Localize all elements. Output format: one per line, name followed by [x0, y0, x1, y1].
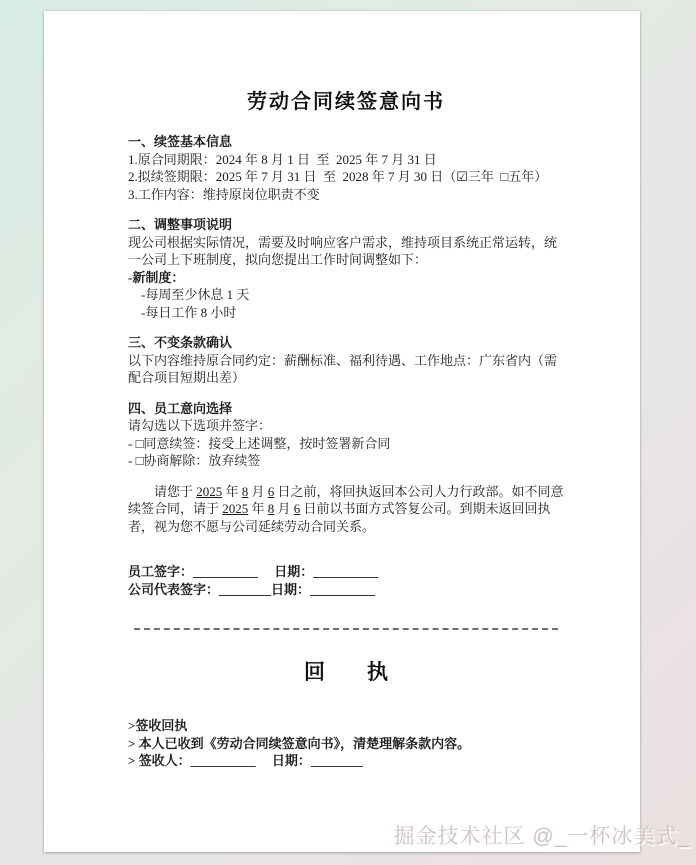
policy-item: -每日工作 8 小时 — [141, 304, 237, 320]
section2-heading: 二、调整事项说明 — [128, 217, 233, 232]
notice-text: 请您于 — [154, 483, 197, 499]
notice-text: 月 — [248, 483, 268, 499]
notice-deadline-day: 6 — [267, 483, 275, 499]
notice-text: 年 — [222, 483, 242, 499]
receipt-title: 回 执 — [304, 661, 388, 684]
section-employee-choice — [128, 400, 564, 470]
unchanged-terms-body: 以下内容维持原合同约定：薪酬标准、福利待遇、工作地点：广东省内（需配合项目短期出差） — [128, 352, 558, 385]
receipt-heading-line: >签收回执 — [128, 718, 188, 733]
section-basic-info — [128, 133, 564, 203]
document-page — [44, 11, 640, 852]
notice-text: 日之前，将回执返回本公司人力行政部。如不同意续签合同，请于 — [128, 483, 564, 516]
notice-reply-day: 6 — [293, 501, 301, 516]
work-content: 3.工作内容：维持原岗位职责不变 — [128, 186, 320, 202]
renewal-term-with-checkboxes: 2.拟续签期限：2025 年 7 月 31 日 至 2028 年 7 月 30 日（☑三年 □五年） — [128, 169, 548, 184]
cut-line-divider — [134, 628, 558, 630]
adjustment-body: 现公司根据实际情况，需要及时响应客户需求，维持项目系统正常运转，统一公司上下班制度，拟向您提出工作时间调整如下： — [128, 234, 558, 267]
notice-reply-month: 8 — [267, 501, 275, 516]
option-agree-renewal: - □同意续签：接受上述调整，按时签署新合同 — [128, 435, 391, 451]
section-adjustments — [128, 216, 564, 321]
receipt-block — [128, 717, 564, 770]
choice-intro: 请勾选以下选项并签字： — [128, 418, 272, 433]
company-signature-line: 公司代表签字：________日期：__________ — [128, 581, 376, 597]
section3-heading: 三、不变条款确认 — [128, 335, 233, 350]
policy-item: -每周至少休息 1 天 — [141, 287, 250, 302]
return-notice-paragraph — [128, 483, 564, 536]
option-negotiated-termination: - □协商解除：放弃续签 — [128, 453, 261, 468]
notice-reply-year: 2025 — [222, 501, 249, 516]
document-title: 劳动合同续签意向书 — [247, 91, 445, 113]
community-watermark: 掘金技术社区 @_一杯冰美式_ — [393, 825, 690, 848]
new-policy-label: -新制度： — [128, 269, 185, 285]
notice-text: 年 — [248, 501, 268, 516]
signature-block — [128, 563, 564, 598]
notice-text: 月 — [274, 501, 294, 516]
notice-deadline-month: 8 — [241, 483, 249, 499]
section4-heading: 四、员工意向选择 — [128, 400, 233, 416]
section-unchanged-terms — [128, 334, 564, 387]
employee-signature-line: 员工签字：__________ 日期：__________ — [128, 564, 379, 579]
original-contract-term: 1.原合同期限：2024 年 8 月 1 日 至 2025 年 7 月 31 日 — [128, 151, 437, 167]
receipt-acknowledgement-line: > 本人已收到《劳动合同续签意向书》，清楚理解条款内容。 — [128, 735, 471, 751]
receipt-signature-line: > 签收人：__________ 日期：________ — [128, 753, 363, 768]
section1-heading: 一、续签基本信息 — [128, 134, 233, 149]
notice-text: 日前以书面方式答复公司。到期未返回回执者，视为您不愿与公司延续劳动合同关系。 — [128, 501, 551, 534]
notice-deadline-year: 2025 — [196, 483, 223, 499]
